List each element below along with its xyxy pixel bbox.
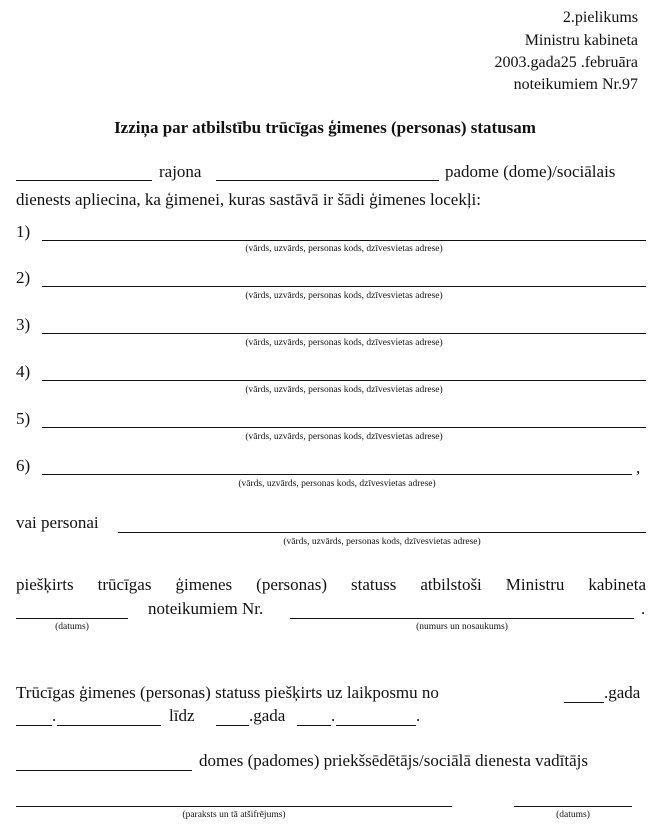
member-field[interactable]: [42, 427, 646, 428]
council-field[interactable]: [216, 180, 439, 181]
period-gada-1: .gada: [604, 683, 641, 702]
person-caption: (vārds, uzvārds, personas kods, dzīvesvietas adrese): [283, 537, 481, 547]
member-field[interactable]: [42, 286, 646, 287]
regulation-label: noteikumiem Nr.: [148, 599, 264, 618]
member-field[interactable]: [42, 474, 632, 475]
chair-title: domes (padomes) priekšsēdētājs/sociālā dienesta vadītājs: [199, 751, 588, 770]
period-to-day-field[interactable]: [336, 725, 416, 726]
member-number: 6): [16, 456, 31, 475]
regulation-number: noteikumiem Nr.97: [513, 76, 638, 93]
member-caption: (vārds, uzvārds, personas kods, dzīvesvietas adrese): [245, 291, 443, 301]
status-date-field[interactable]: [16, 618, 128, 619]
signature-field[interactable]: [16, 806, 452, 807]
member-number: 5): [16, 409, 31, 428]
signature-date-caption: (datums): [556, 810, 590, 820]
period-text: Trūcīgas ģimenes (personas) statuss piešķirts uz laikposmu no: [16, 683, 439, 702]
council-label: padome (dome)/sociālais: [445, 162, 616, 181]
signature-date-field[interactable]: [514, 806, 632, 807]
member-caption: (vārds, uzvārds, personas kods, dzīvesvietas adrese): [238, 479, 436, 489]
period-from-day-field[interactable]: [57, 725, 161, 726]
member-trailing-comma: ,: [636, 458, 641, 477]
member-field[interactable]: [42, 240, 646, 241]
person-label: vai personai: [16, 513, 99, 532]
district-field[interactable]: [16, 180, 152, 181]
member-caption: (vārds, uzvārds, personas kods, dzīvesvietas adrese): [245, 244, 443, 254]
period-dot-2: .: [331, 706, 336, 725]
appendix-number: 2.pielikums: [562, 9, 638, 26]
member-caption: (vārds, uzvārds, personas kods, dzīvesvietas adrese): [245, 432, 443, 442]
issuer: Ministru kabineta: [524, 32, 638, 49]
member-field[interactable]: [42, 333, 646, 334]
member-number: 3): [16, 315, 31, 334]
period-from-year-field[interactable]: [564, 702, 604, 703]
member-field[interactable]: [42, 380, 646, 381]
page-title: Izziņa par atbilstību trūcīgas ģimenes (personas) statusam: [114, 118, 536, 137]
rajona-label: rajona: [159, 162, 202, 181]
period-from-month-field[interactable]: [16, 725, 52, 726]
person-field[interactable]: [118, 532, 646, 533]
period-to-month-field[interactable]: [297, 725, 331, 726]
status-text: piešķirts trūcīgas ģimenes (personas) statuss atbilstoši Ministru kabineta: [16, 575, 646, 594]
period-lidz: līdz: [169, 706, 195, 725]
regulation-date: 2003.gada25 .februāra: [494, 54, 638, 71]
period-dot-1: .: [52, 706, 57, 725]
member-caption: (vārds, uzvārds, personas kods, dzīvesvietas adrese): [245, 385, 443, 395]
period-gada-2: .gada: [249, 706, 286, 725]
period-to-year-field[interactable]: [216, 725, 249, 726]
status-period-mark: .: [641, 599, 646, 618]
intro-text: dienests apliecina, ka ģimenei, kuras sastāvā ir šādi ģimenes locekļi:: [16, 190, 481, 209]
member-number: 1): [16, 222, 31, 241]
chair-name-field[interactable]: [16, 770, 192, 771]
member-number: 4): [16, 362, 31, 381]
regulation-number-caption: (numurs un nosaukums): [416, 622, 508, 632]
member-number: 2): [16, 268, 31, 287]
status-date-caption: (datums): [55, 622, 89, 632]
period-end: .: [416, 706, 421, 725]
signature-caption: (paraksts un tā atšifrējums): [182, 810, 286, 820]
member-caption: (vārds, uzvārds, personas kods, dzīvesvietas adrese): [245, 338, 443, 348]
regulation-number-field[interactable]: [290, 618, 634, 619]
